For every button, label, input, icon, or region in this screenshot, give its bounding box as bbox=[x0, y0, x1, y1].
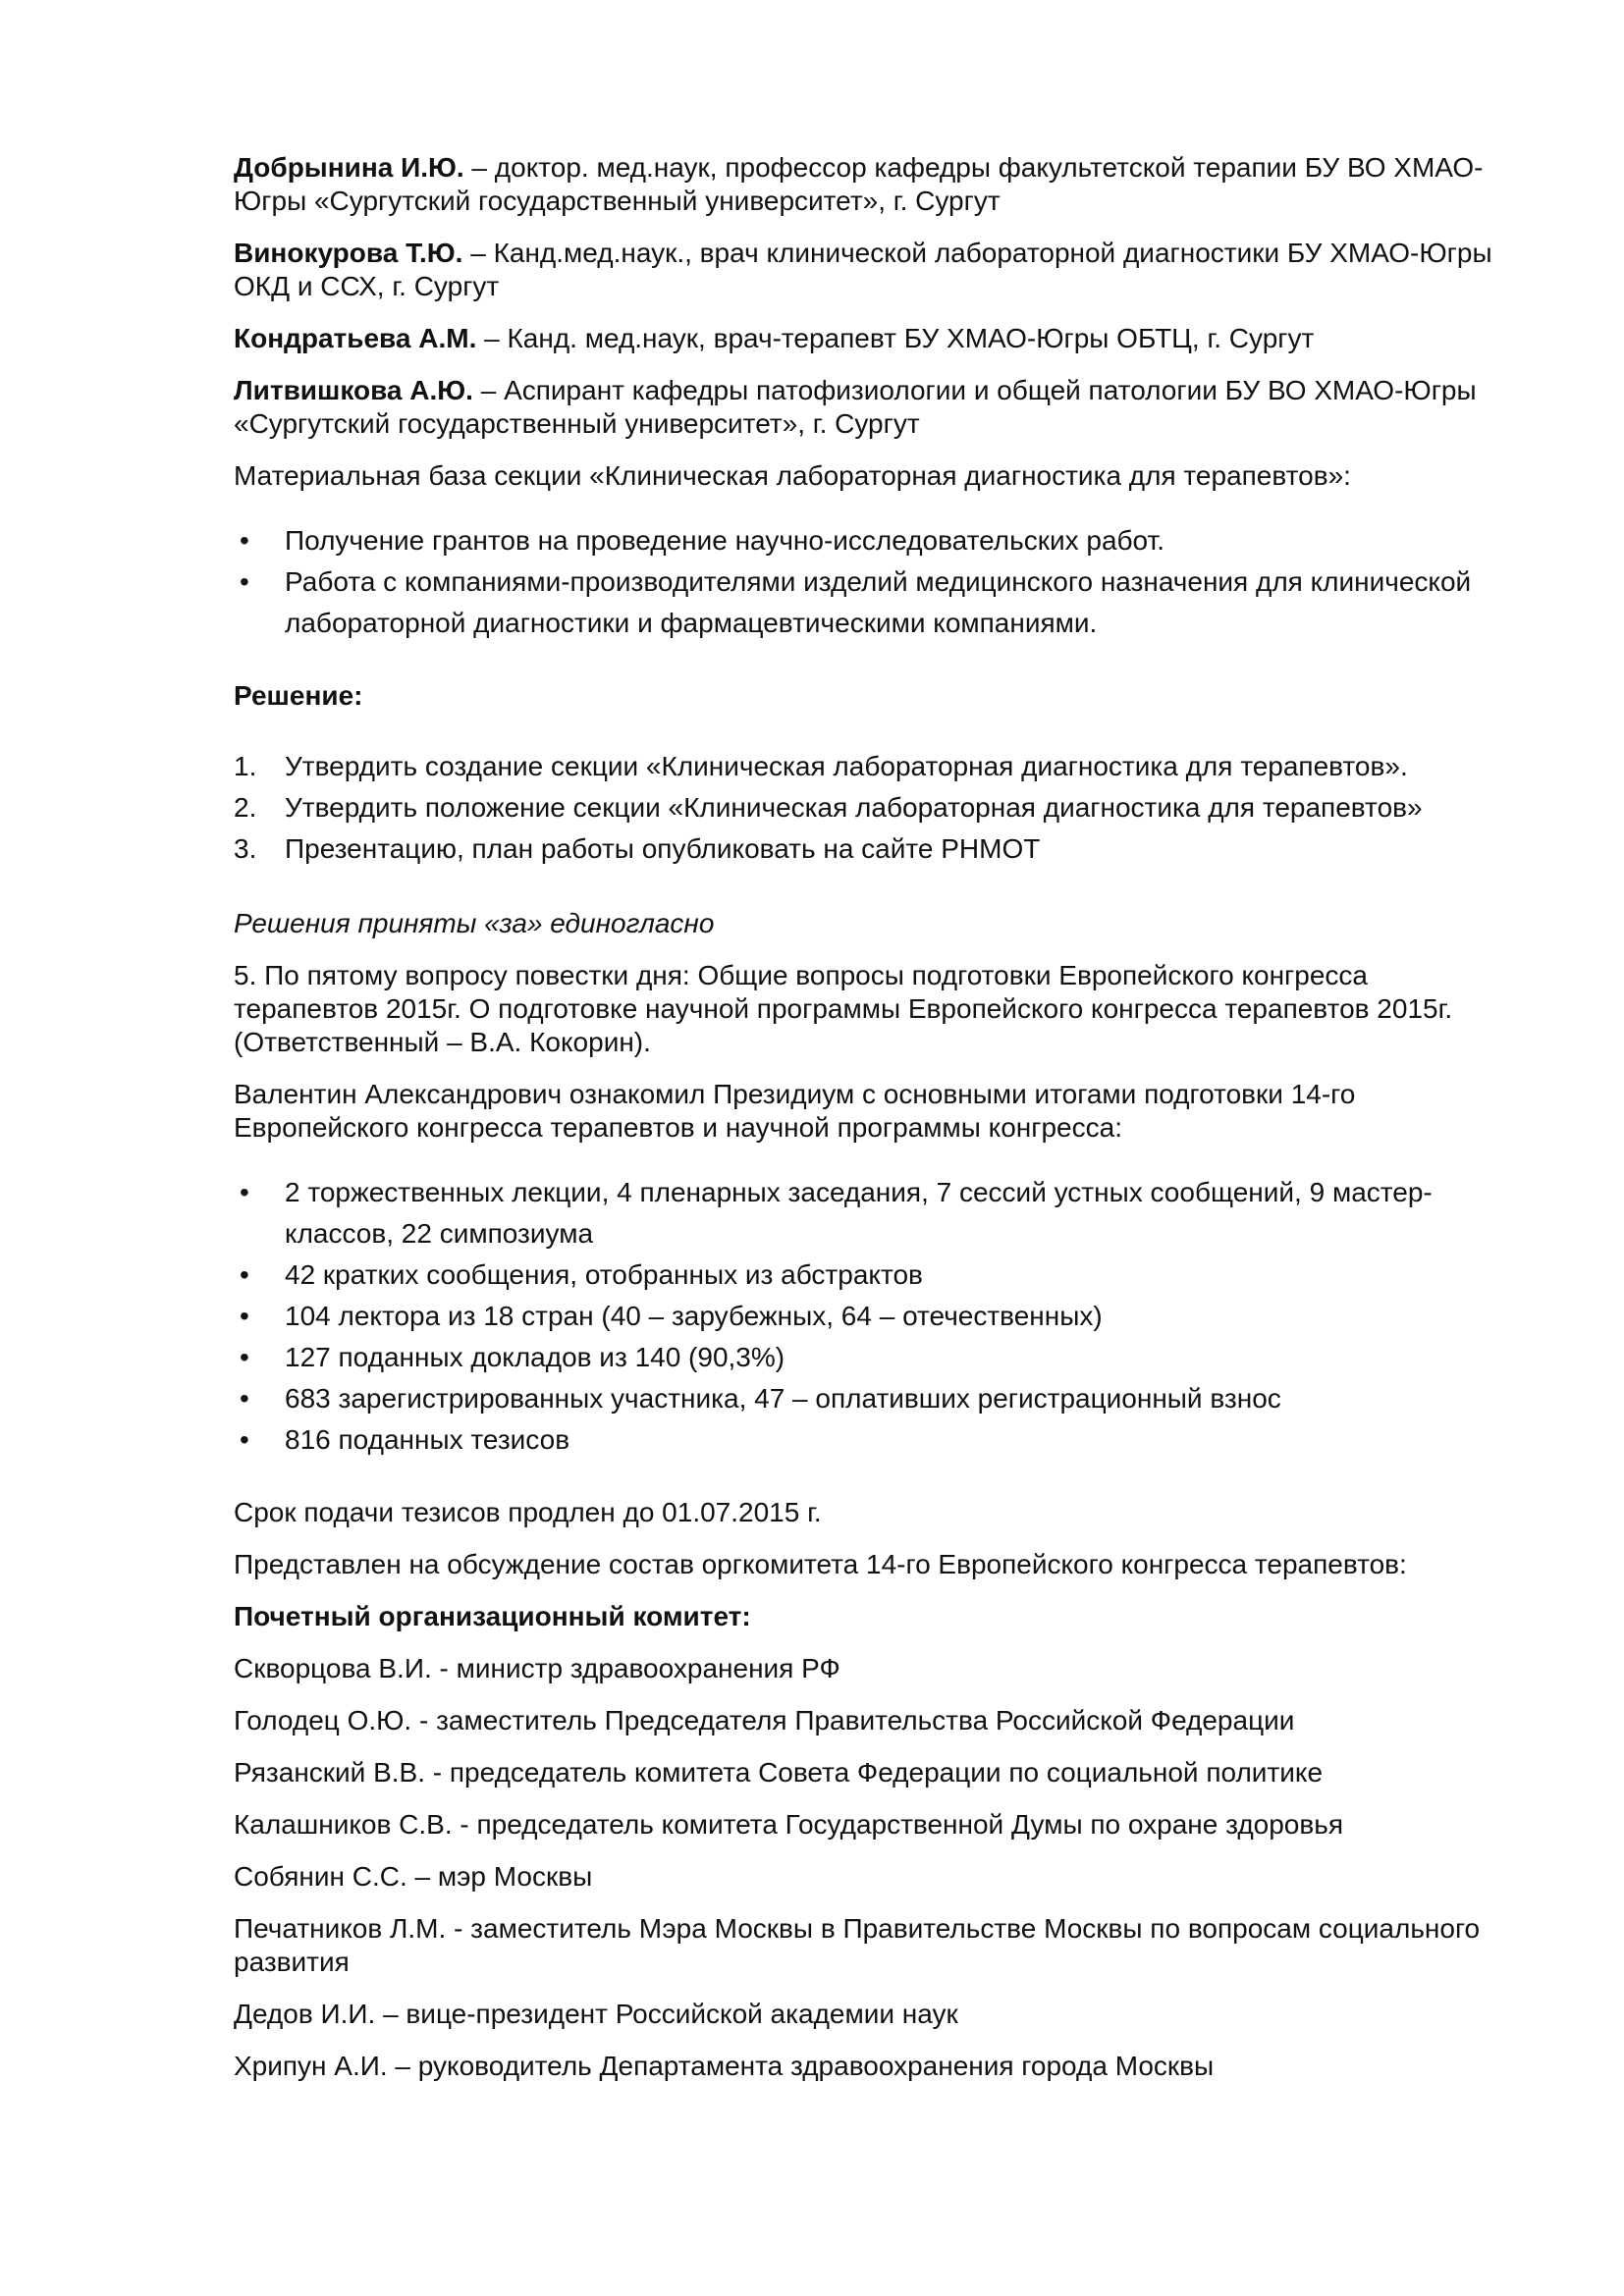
member-name: Добрынина И.Ю. bbox=[234, 152, 464, 183]
list-number: 1. bbox=[234, 751, 257, 781]
list-item bbox=[234, 828, 1500, 870]
list-item-text: 2 торжественных лекции, 4 пленарных заседания, 7 сессий устных сообщений, 9 мастер-классов, 22 симпозиума bbox=[285, 1177, 1433, 1249]
list-item bbox=[234, 561, 1500, 644]
member-name: Винокурова Т.Ю. bbox=[234, 238, 463, 268]
member-paragraph bbox=[234, 237, 1500, 303]
member-name: Кондратьева А.М. bbox=[234, 323, 477, 353]
list-item-text: Презентацию, план работы опубликовать на сайте РНМОТ bbox=[285, 833, 1041, 864]
list-number: 2. bbox=[234, 792, 257, 823]
list-item bbox=[234, 1255, 1500, 1296]
list-item bbox=[234, 1172, 1500, 1255]
bullet-icon: • bbox=[240, 566, 249, 597]
member-paragraph bbox=[234, 322, 1500, 355]
decision-heading: Решение: bbox=[234, 680, 363, 711]
bullet-icon: • bbox=[240, 1424, 249, 1455]
bullet-icon: • bbox=[240, 1383, 249, 1414]
committee-member: Дедов И.И. – вице-президент Российской академии наук bbox=[234, 1999, 958, 2029]
bullet-icon: • bbox=[240, 1301, 249, 1331]
bullet-icon: • bbox=[240, 1259, 249, 1290]
list-item-text: Утвердить положение секции «Клиническая лабораторная диагностика для терапевтов» bbox=[285, 792, 1423, 823]
list-item-text: 104 лектора из 18 стран (40 – зарубежных, 64 – отечественных) bbox=[285, 1301, 1103, 1331]
bullet-icon: • bbox=[240, 525, 249, 556]
committee-member: Калашников С.В. - председатель комитета Государственной Думы по охране здоровья bbox=[234, 1809, 1344, 1840]
committee-member: Голодец О.Ю. - заместитель Председателя Правительства Российской Федерации bbox=[234, 1705, 1295, 1735]
list-item-text: 816 поданных тезисов bbox=[285, 1424, 570, 1455]
decision-result: Решения приняты «за» единогласно bbox=[234, 908, 715, 938]
congress-intro: Валентин Александрович ознакомил Президиум с основными итогами подготовки 14-го Европейского конгресса терапевтов и научной программы конгресса: bbox=[234, 1079, 1356, 1143]
agenda-item-5: 5. По пятому вопросу повестки дня: Общие вопросы подготовки Европейского конгресса терапевтов 2015г. О подготовке научной программы Европейского конгресса терапевтов 2015г. (Ответственный – В.А. Кокорин). bbox=[234, 960, 1453, 1057]
member-description: – Канд. мед.наук, врач-терапевт БУ ХМАО-Югры ОБТЦ, г. Сургут bbox=[476, 323, 1315, 353]
list-item bbox=[234, 1419, 1500, 1461]
member-description: – Канд.мед.наук., врач клинической лабораторной диагностики БУ ХМАО-Югры ОКД и ССХ, г. Сургут bbox=[234, 238, 1492, 301]
document-body bbox=[234, 151, 1500, 2102]
material-base-intro: Материальная база секции «Клиническая лабораторная диагностика для терапевтов»: bbox=[234, 460, 1351, 491]
list-item-text: Получение грантов на проведение научно-исследовательских работ. bbox=[285, 525, 1165, 556]
list-item bbox=[234, 1296, 1500, 1337]
bullet-icon: • bbox=[240, 1342, 249, 1372]
list-item-text: 42 кратких сообщения, отобранных из абстрактов bbox=[285, 1259, 923, 1290]
member-description: – доктор. мед.наук, профессор кафедры факультетской терапии БУ ВО ХМАО-Югры «Сургутский государственный университет», г. Сургут bbox=[234, 152, 1484, 216]
congress-summary-list bbox=[234, 1172, 1500, 1461]
list-item bbox=[234, 1378, 1500, 1419]
member-paragraph bbox=[234, 374, 1500, 441]
committee-member: Собянин С.С. – мэр Москвы bbox=[234, 1861, 593, 1892]
honorary-committee-heading: Почетный организационный комитет: bbox=[234, 1601, 751, 1631]
committee-member: Печатников Л.М. - заместитель Мэра Москвы в Правительстве Москвы по вопросам социального развития bbox=[234, 1913, 1481, 1977]
member-paragraph bbox=[234, 151, 1500, 218]
list-number: 3. bbox=[234, 833, 257, 864]
list-item-text: 683 зарегистрированных участника, 47 – оплативших регистрационный взнос bbox=[285, 1383, 1281, 1414]
decision-list bbox=[234, 746, 1500, 870]
list-item-text: Работа с компаниями-производителями изделий медицинского назначения для клинической лабораторной диагностики и фармацевтическими компаниями. bbox=[285, 566, 1472, 638]
list-item bbox=[234, 787, 1500, 828]
list-item-text: 127 поданных докладов из 140 (90,3%) bbox=[285, 1342, 785, 1372]
committee-member: Хрипун А.И. – руководитель Департамента здравоохранения города Москвы bbox=[234, 2051, 1215, 2081]
list-item bbox=[234, 746, 1500, 787]
material-base-list bbox=[234, 520, 1500, 644]
deadline-note: Срок подачи тезисов продлен до 01.07.2015 г. bbox=[234, 1497, 822, 1527]
orgcom-intro: Представлен на обсуждение состав оргкомитета 14-го Европейского конгресса терапевтов: bbox=[234, 1549, 1407, 1579]
list-item bbox=[234, 1337, 1500, 1378]
list-item bbox=[234, 520, 1500, 561]
committee-member: Рязанский В.В. - председатель комитета Совета Федерации по социальной политике bbox=[234, 1757, 1324, 1788]
committee-member: Скворцова В.И. - министр здравоохранения РФ bbox=[234, 1653, 840, 1683]
list-item-text: Утвердить создание секции «Клиническая лабораторная диагностика для терапевтов». bbox=[285, 751, 1408, 781]
member-name: Литвишкова А.Ю. bbox=[234, 375, 473, 405]
bullet-icon: • bbox=[240, 1177, 249, 1207]
member-description: – Аспирант кафедры патофизиологии и общей патологии БУ ВО ХМАО-Югры «Сургутский государственный университет», г. Сургут bbox=[234, 375, 1477, 439]
